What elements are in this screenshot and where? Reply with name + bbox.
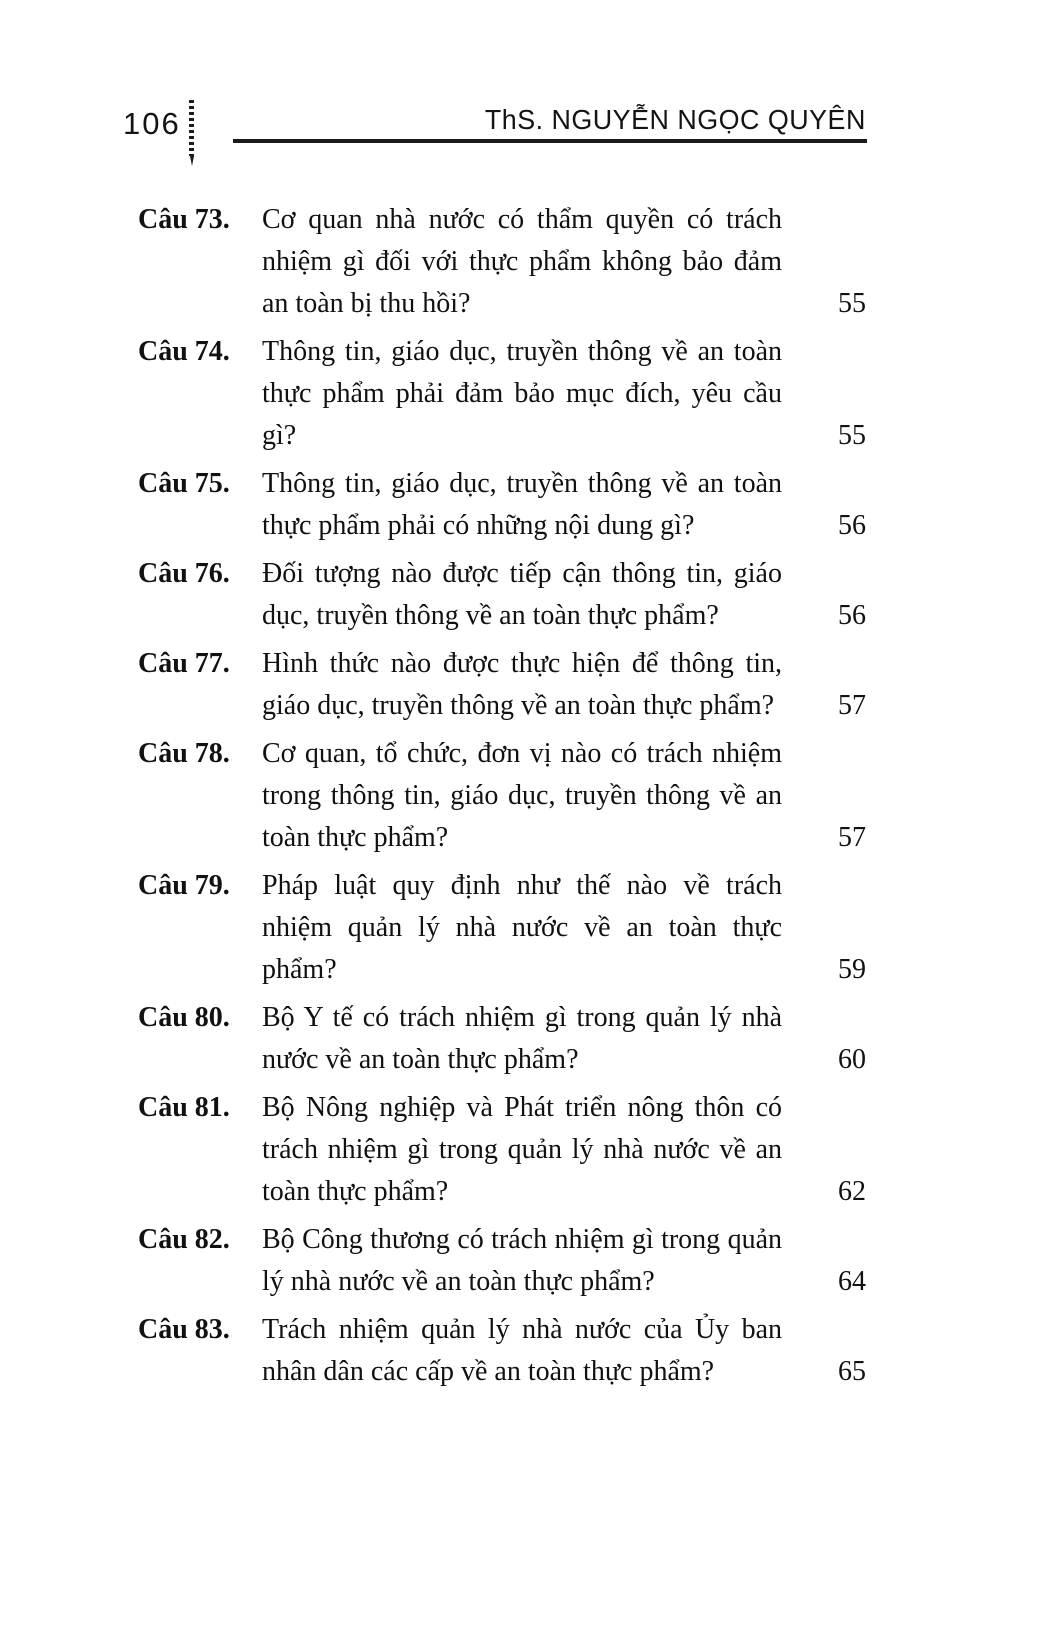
toc-entry-text: Thông tin, giáo dục, truyền thông về an toàn thực phẩm phải có những nội dung gì? — [262, 468, 782, 541]
toc-entry-text: Pháp luật quy định như thế nào về trách nhiệm quản lý nhà nước về an toàn thực phẩm? — [262, 870, 782, 985]
toc-entry-text: Thông tin, giáo dục, truyền thông về an toàn thực phẩm phải đảm bảo mục đích, yêu cầu gì? — [262, 336, 782, 451]
toc-entry-page: 64 — [838, 1266, 866, 1297]
toc-entry-label: Câu 76. — [138, 558, 230, 589]
toc-entry-label: Câu 78. — [138, 738, 230, 769]
toc-entry-page: 55 — [838, 288, 866, 319]
toc-entry-text: Trách nhiệm quản lý nhà nước của Ủy ban nhân dân các cấp về an toàn thực phẩm? — [262, 1314, 782, 1387]
running-header-author: ThS. NGUYỄN NGỌC QUYÊN — [485, 104, 866, 135]
bead-chain-ornament — [189, 100, 194, 156]
toc-list — [138, 199, 866, 1399]
toc-entry-text: Bộ Nông nghiệp và Phát triển nông thôn có trách nhiệm gì trong quản lý nhà nước về an toàn thực phẩm? — [262, 1092, 782, 1207]
toc-entry-page: 56 — [838, 510, 866, 541]
toc-entry — [138, 997, 866, 1081]
toc-entry-label: Câu 79. — [138, 870, 230, 901]
toc-entry-label: Câu 82. — [138, 1224, 230, 1255]
toc-entry-label: Câu 83. — [138, 1314, 230, 1345]
toc-entry — [138, 1087, 866, 1213]
toc-entry-text: Hình thức nào được thực hiện để thông tin, giáo dục, truyền thông về an toàn thực phẩm? — [262, 648, 782, 721]
toc-entry — [138, 733, 866, 859]
toc-entry — [138, 1309, 866, 1393]
page-number: 106 — [123, 106, 181, 141]
toc-entry — [138, 1219, 866, 1303]
toc-entry-text: Bộ Công thương có trách nhiệm gì trong quản lý nhà nước về an toàn thực phẩm? — [262, 1224, 782, 1297]
bead-chain-ornament-tip — [190, 156, 194, 166]
toc-entry-text: Cơ quan nhà nước có thẩm quyền có trách nhiệm gì đối với thực phẩm không bảo đảm an toàn bị thu hồi? — [262, 204, 782, 319]
toc-entry-label: Câu 74. — [138, 336, 230, 367]
toc-entry — [138, 865, 866, 991]
toc-entry-page: 55 — [838, 420, 866, 451]
toc-entry-text: Bộ Y tế có trách nhiệm gì trong quản lý nhà nước về an toàn thực phẩm? — [262, 1002, 782, 1075]
toc-entry-label: Câu 81. — [138, 1092, 230, 1123]
toc-entry-page: 60 — [838, 1044, 866, 1075]
toc-entry — [138, 463, 866, 547]
header-rule — [233, 139, 867, 143]
toc-entry — [138, 553, 866, 637]
toc-entry-text: Cơ quan, tổ chức, đơn vị nào có trách nhiệm trong thông tin, giáo dục, truyền thông về an toàn thực phẩm? — [262, 738, 782, 853]
toc-entry-page: 57 — [838, 822, 866, 853]
toc-entry-label: Câu 73. — [138, 204, 230, 235]
toc-entry-label: Câu 75. — [138, 468, 230, 499]
toc-entry — [138, 643, 866, 727]
toc-entry-label: Câu 77. — [138, 648, 230, 679]
toc-entry-label: Câu 80. — [138, 1002, 230, 1033]
toc-entry-text: Đối tượng nào được tiếp cận thông tin, giáo dục, truyền thông về an toàn thực phẩm? — [262, 558, 782, 631]
toc-entry — [138, 199, 866, 325]
toc-entry-page: 57 — [838, 690, 866, 721]
toc-entry — [138, 331, 866, 457]
toc-entry-page: 56 — [838, 600, 866, 631]
toc-entry-page: 59 — [838, 954, 866, 985]
toc-entry-page: 65 — [838, 1356, 866, 1387]
toc-entry-page: 62 — [838, 1176, 866, 1207]
